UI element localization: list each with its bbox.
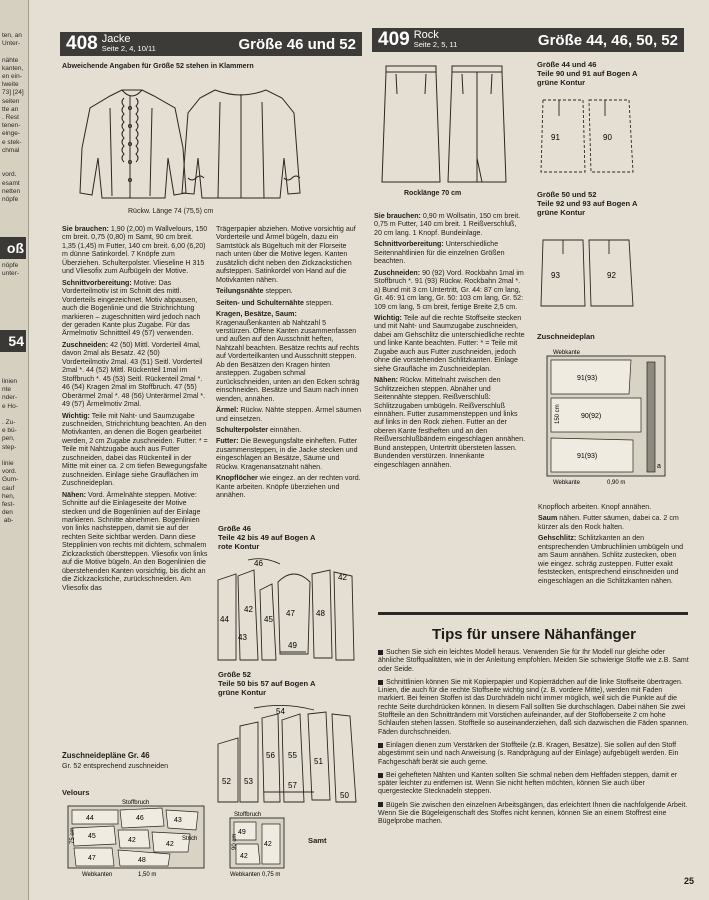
tips-divider [378,612,688,615]
jacke-header [60,32,362,56]
diag46-num-1: 42 [244,605,253,614]
diag46-num-5: 47 [286,609,295,618]
jacke-p1: Sie brauchen: 1,90 (2,00) m Wallvelours, 150 cm breit. 0,75 (0,80) m Samt, 90 cm breit. 1,35 (1,45) m Futter, 140 cm breit. 6,00 (6,20) m dünne Satinkordel. 7 Knöpfe zum Überziehen. Schulterpolster. Vlieseline H 315 und Vliesofix zum Aufbügeln der Motive. [62,225,208,276]
rock-length: Rocklänge 70 cm [404,190,462,197]
tip-item: Schnittlinien können Sie mit Kopierpapier und Kopierrädchen auf die linke Stoffseite übertragen. Linien, die auch für die rechte Stoffseite wichtig sind (z. B. vordere Mitte), werden mit Faden markiert. Bei feinen Stoffen ist das Durchrädeln nicht immer möglich, weil sich die Punkte auf die rechte Seite durchdrücken können. In diesem Fall sollten Sie durchschlagen. Dabei nähen Sie zwei Stoffteile an den Schnitträndern mit Vorstichen aufeinander, auf der Stoffoberseite 2 cm hohe Schlaufen stehen lassen. Stoffteile so auseinanderziehen, daß sich dazwischen die Fäden spannen. Fäden durchschneiden. [378,678,689,736]
diagram-50-title: Größe 50 und 52 Teile 92 und 93 auf Bogen A grüne Kontur [537,190,638,217]
tips-title: Tips für unsere Nähanfänger [432,626,636,643]
diag52-num-1: 52 [222,777,231,786]
velours-num-0: 44 [86,815,94,822]
diagram-50 [537,226,687,308]
velours-num-5: 47 [88,855,96,862]
velours-num-7: 42 [166,841,174,848]
skirt-illustration [378,62,518,187]
velours-layout [62,800,212,880]
rock-plan-label: Zuschneideplan [537,332,595,341]
rock-col2: Knopfloch arbeiten. Knopf annähen. Saum nähen. Futter säumen, dabei ca. 2 cm kürzer als den Rock halten. Gehschlitz: Schlitzkanten an den entsprechenden Umbruchlinien umbügeln und am Saum annähen. Schlitz zustecken, oben wie eingez. schräg zusteppen. Futter exakt feststecken, entsprechend einschneiden und eingeschlagen an die Schlitzkanten nähen. [538,503,684,585]
velours-height: 75 cm [70,827,76,844]
bullet-icon [378,680,383,685]
velours-dim: 1,50 m [138,872,157,878]
tip-item: Suchen Sie sich ein leichtes Modell heraus. Verwenden Sie für Ihr Modell nur gleiche oder ähnliche Stoffqualitäten, wie in der Anleitung empfohlen. Meiden Sie schwierige Stoffe wie z.B. Samt oder Seide. [378,649,689,673]
tips-box [378,626,690,832]
tip-item: Einlagen dienen zum Verstärken der Stoffteile (z.B. Kragen, Besätze). Sie sollen auf den Stoff abgestimmt sein und nach Anweisung (s. Randprägung auf der Einlage) aufgebügelt werden. Ein Fachgeschäft berät sie auch gerne. [378,741,679,766]
rock-layout [537,348,687,488]
margin-text-top: ten, an Unter- nähte kanten, en ein- lweite 73] [24] seiten tte an . Rest tenen- einge- e stek- chmal vord. esamt netten nöpfe [2,32,24,204]
rock-plan-num-0: 91(93) [577,375,598,382]
diag44-num-1: 90 [603,133,612,142]
velours-num-2: 45 [88,833,96,840]
diag46-num-4: 43 [238,633,247,642]
velours-num-6: 48 [138,857,146,864]
jacke-plan-title: Zuschneidepläne Gr. 46 [62,751,150,760]
rock-plan-num-1: 90(92) [581,413,602,420]
velours-label: Velours [62,788,90,797]
jacke-name: Jacke [101,32,131,45]
page-number: 25 [684,876,695,886]
bullet-icon [378,743,383,748]
rock-plan-num-2: 91(93) [577,453,598,460]
jacke-subtitle: Abweichende Angaben für Größe 52 stehen in Klammern [62,62,254,70]
samt-num-0: 49 [238,829,246,836]
rock-pages: Seite 2, 5, 11 [413,40,458,49]
diag52-num-4: 55 [288,751,297,760]
samt-layout [222,812,312,882]
diagram-46-title: Größe 46 Teile 42 bis 49 auf Bogen A rote Kontur [218,524,316,551]
bullet-icon [378,802,383,807]
jacke-p5: Nähen: Vord. Ärmelnähte steppen. Motive: Schnitte auf die Einlageseite der Motive stecken und die Bogenlinien auf der Einlage markieren. Schnitte abnehmen. Bogenlinien von links nachsteppen, damit sie auf der rechten Seite sichtbar werden. Dann diese Stepplinien von rechts mit dichtem, schmalem Zickzackstich überstteppen. Vliesofix von links auf die Motive bügeln. An den Bogenlinien die überstehenden Kanten vorsichtig, bis dicht an die Zickzackstiche, zurückschneiden. Am Vliesofix das [62,490,208,592]
jacke-length: Rückw. Länge 74 (75,5) cm [128,208,214,215]
jacke-pages: Seite 2, 4, 10/11 [101,44,156,53]
diag52-num-5: 57 [288,781,297,790]
jacke-p4: Wichtig: Teile mit Naht- und Saumzugabe zuschneiden, Strichrichtung beachten. An den Motivkanten, an denen die Bogen gearbeitet werden, 2 cm Zugabe zuschneiden. Futter: * = Teile mit Nahtzugabe auch aus Futter zuschneiden, dabei das Rückenteil in der Mitte mit einer ca. 2 cm tiefen Bewegungsfalte zuschneiden. Einlage siehe Grauflächen im Zuschneideplan. [62,411,208,488]
rock-plan-edge-top: Webkante [553,350,580,356]
jacke-col1 [62,225,208,595]
margin-text-mid: nöpfe unter- [2,262,19,278]
samt-height: 90 cm [232,833,238,850]
diagram-52 [214,704,364,804]
jacke-number: 408 [66,33,98,54]
velours-num-4: 46 [136,815,144,822]
margin-badge-2: 54 [0,330,26,352]
velours-fold: Stoffbruch [122,800,150,806]
diag46-num-6: 49 [288,641,297,650]
diagram-44-title: Größe 44 und 46 Teile 90 und 91 auf Bogen A grüne Kontur [537,60,638,87]
rock-col1: Sie brauchen: 0,90 m Wollsatin, 150 cm breit. 0,75 m Futter, 140 cm breit. 1 Reißverschluß, 20 cm lang. 1 Knopf. Bundeinlage. Schnittvorbereitung: Unterschiedliche Seitennahtlinien für die einzelnen Größen beachten. Zuschneiden: 90 (92) Vord. Rockbahn 1mal im Stoffbruch *. 91 (93) Rückw. Rockbahn 2mal *. a) Bund mit 3 cm Untertritt, Gr. 44: 87 cm lang, Gr. 46: 91 cm lang, Gr. 50: 103 cm lang, Gr. 52: 109 cm lang, 5 cm breit, fertige Breite 2,5 cm. Wichtig: Teile auf die rechte Stoffseite stecken und mit Naht- und Saumzugabe zuschneiden, dabei am Gehschlitz die unterschiedliche rechte und linke Kante beachten. Futter: * = Teile mit Zugabe auch aus Futter zuschneiden, jedoch ohne die vorstehenden Schlitzkanten. Einlage siehe Graufläche im Zuschneideplan. Nähen: Rückw. Mittelnaht zwischen den Schlitzzeichen steppen. Abnäher und Seitennähte steppen. Reißverschluß: Schlitzzugaben umbügeln. Reißverschluß einnähen. Futter zusammensteppen und links auf links in den Rock ziehen. Futter an der oberen Kante festheften und an den Reißverschlußbändern eingeschlagen annähen. Bund ansteppen, Untertritt übersteten lassen. Bundenden verstürzen. Innenkante eingeschlagen annähen. [374,212,526,469]
diag46-num-2: 45 [264,615,273,624]
diag52-num-2: 53 [244,777,253,786]
samt-label: Samt [308,836,327,845]
margin-text-bottom: linien nte nder- e Ho- . Zu- e bü- pen, step- linie vord. Gum- cauf hen, fest- den ab- [2,378,19,525]
samt-fold: Stoffbruch [234,812,262,818]
rock-size: Größe 44, 46, 50, 52 [537,31,678,49]
diagram-44 [537,96,687,178]
tip-item: Bei gehefteten Nähten und Kanten sollten Sie schmal neben dem Heftfaden steppen, damit er später leichter zu entfernen ist. Wenn Sie nicht heften möchten, können Sie auch über quergesteckte Stecknadeln steppen. [378,771,678,796]
samt-dim: 0,75 m [262,872,281,878]
bullet-icon [378,773,383,778]
diag46-num-3: 44 [220,615,229,624]
samt-num-1: 42 [240,853,248,860]
diag50-num-1: 92 [607,271,616,280]
bullet-icon [378,650,383,655]
samt-num-2: 42 [264,841,272,848]
diag52-num-7: 50 [340,791,349,800]
velours-num-3: 42 [128,837,136,844]
jacket-illustration [70,78,350,203]
diag46-num-8: 42 [338,573,347,582]
jacke-size: Größe 46 und 52 [238,35,356,53]
samt-edge: Webkanten [230,872,261,878]
diag52-num-6: 51 [314,757,323,766]
diag52-num-0: 54 [276,707,285,716]
diagram-46 [214,560,364,665]
rock-header [372,28,684,52]
tip-item: Bügeln Sie zwischen den einzelnen Arbeitsgängen, das erleichtert Ihnen die nachfolgende Arbeit. Wenn Sie die Bügeleigenschaft des Stoffes nicht kennen, können Sie an einem Stoffrest eine Bügelprobe machen. [378,801,688,826]
diag50-num-0: 93 [551,271,560,280]
diagram-52-title: Größe 52 Teile 50 bis 57 auf Bogen A grüne Kontur [218,670,316,697]
previous-page-edge [0,0,29,900]
margin-badge-1: oß [0,237,26,259]
diag52-num-3: 56 [266,751,275,760]
rock-plan-height: 150 cm [555,404,561,424]
diag46-num-0: 46 [254,559,263,568]
jacke-p3: Zuschneiden: 42 (50) Mittl. Vorderteil 4mal, davon 2mal als Besatz. 42 (50) Vorderteilmotiv 2mal. 43 (51) Seitl. Vorderteil 2mal *. 44 (52) Mittl. Rückenteil 1mal im Stoffbruch *. 45 (53) Seitl. Rückenteil 2mal *. 46 (54) Kragen 2mal im Stoffbruch. 47 (55) Oberärmel 2mal *. 48 (56) Unterärmel 2mal *. 49 (57) Ärmelmotiv 2mal. [62,340,206,409]
velours-edge: Webkanten [82,872,113,878]
jacke-p2: Schnittvorbereitung: Motive: Das Vorderteilmotiv ist im Schnitt des mittl. Vorderteils eingezeichnet. Motiv abpausen, auch die Bogenlinie und die Strichrichtung markieren – zugeschnitten wird jedoch nach der geraden Kante plus Zugabe. Für das Ärmelmotiv Schnittteil 49 (57) verwenden. [62,278,201,338]
rock-number: 409 [378,29,410,50]
diag44-num-0: 91 [551,133,560,142]
rock-plan-dim: 0,90 m [607,480,626,486]
diag46-num-7: 48 [316,609,325,618]
rock-plan-num-3: a [657,463,661,470]
rock-name: Rock [413,28,439,41]
jacke-col2: Trägerpapier abziehen. Motive vorsichtig auf Vorderteile und Ärmel bügeln, dazu ein Samtstück als Bügeltuch mit der Florseite nach unten über die Motive legen. Kanten zusätzlich dicht neben den Zickzackstichen aufsteppen. Satinkordel von Hand auf die Motivkanten nähen. Teilungsnähte steppen. Seiten- und Schulternähte steppen. Kragen, Besätze, Saum: Kragenaußenkanten ab Nahtzahl 5 verstürzen. Offene Kanten zusammenfassen und außen auf den Ausschnitt heften, Nahtzahl beachten. Besätze rechts auf rechts auf Vorderteilkanten und Ausschnitt steppen. Ab den Besätzen den Kragen hinten ansteppen. Zugaben schmal zurückschneiden, unten an den Ecken schräg einschneiden. Besätze und Saum nach innen wenden, annähen. Ärmel: Rückw. Nähte steppen. Ärmel säumen und einsetzen. Schulterpolster einnähen. Futter: Die Bewegungsfalte einheften. Futter zusammensteppen, in die Jacke stecken und eingeschlagen an Besätze, Säume und Rückw. Kragenansatznaht nähen. Knopflöcher wie eingez. an der rechten vord. Kante arbeiten. Knöpfe überziehen und annähen. [216,225,362,500]
rock-plan-edge-bot: Webkante [553,480,580,486]
velours-num-1: 43 [174,817,182,824]
jacke-plan-note: Gr. 52 entsprechend zuschneiden [62,762,169,770]
velours-strich: Strich [182,836,198,842]
